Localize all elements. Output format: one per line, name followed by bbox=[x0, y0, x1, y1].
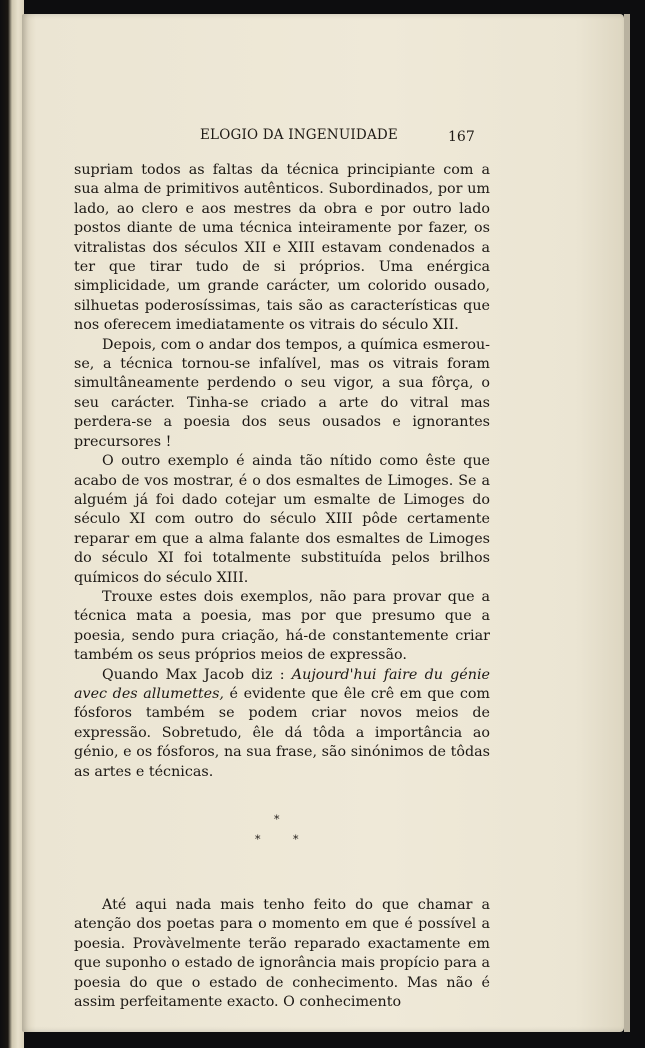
paragraph: Depois, com o andar dos tempos, a química esmerou-se, a técnica tornou-se infalível, mas os vitrais foram simultâneamente perdendo o seu vigor, a sua fôrça, o seu carácter. Tinha-se criado a arte do vitral mas perdera-se a poesia dos seus ousados e ignorantes precursores ! bbox=[74, 336, 490, 450]
book-page bbox=[22, 14, 624, 1032]
asterism-star: * bbox=[293, 833, 299, 846]
facing-page-edge bbox=[0, 0, 24, 1048]
running-title: ELOGIO DA INGENUIDADE bbox=[200, 127, 398, 143]
paragraph-with-quotation bbox=[74, 666, 490, 782]
quotation-lead: Quando Max Jacob diz : bbox=[102, 666, 292, 683]
paragraph: Trouxe estes dois exemplos, não para provar que a técnica mata a poesia, mas por que presumo que a poesia, sendo pura criação, há-de constantemente criar também os seus próprios meios de expressão. bbox=[74, 588, 490, 664]
asterism-star: * bbox=[255, 833, 261, 846]
page-header bbox=[22, 127, 624, 149]
paragraph: supriam todos as faltas da técnica principiante com a sua alma de primitivos autênticos. Subordinados, por um lado, ao clero e aos mestres da obra e por outro lado postos diante de uma técnica inteiramente por fazer, os vitralistas dos séculos XII e XIII estavam condenados a ter que tirar tudo de si próprios. Uma enérgica simplicidade, um grande carácter, um colorido ousado, silhuetas poderosíssimas, tais são as características que nos oferecem imediatamente os vitrais do século XII. bbox=[74, 162, 490, 334]
paragraph: O outro exemplo é ainda tão nítido como êste que acabo de vos mostrar, é o dos esmaltes de Limoges. Se a alguém já foi dado cotejar um esmalte de Limoges do século XI com outro do século XIII pôde certamente reparar em que a alma falante dos esmaltes de Limoges do século XI foi totalmente substituída pelos brilhos químicos do século XIII. bbox=[74, 453, 490, 586]
asterism-star: * bbox=[274, 813, 280, 826]
quotation-rest: é evidente que êle crê em que com fósforos também se podem criar novos meios de expressão. Sobretudo, êle dá tôda a importância ao génio, e os fósforos, na sua frase, são sinónimos de tôdas as artes e técnicas. bbox=[74, 685, 490, 780]
section-break-asterism bbox=[74, 800, 490, 874]
page-number: 167 bbox=[448, 129, 475, 145]
closing-paragraph: Até aqui nada mais tenho feito do que chamar a atenção dos poetas para o momento em que é possível a poesia. Provàvelmente terão reparado exactamente em que suponho o estado de ignorância mais propício para a poesia do que o estado de conhecimento. Mas não é assim perfeitamente exacto. O conhecimento bbox=[74, 897, 490, 1011]
quotation-italic: Aujourd'hui faire du génie avec des allumettes, bbox=[74, 666, 491, 702]
page-stack-edge bbox=[624, 14, 630, 1032]
body-text bbox=[74, 161, 490, 1012]
